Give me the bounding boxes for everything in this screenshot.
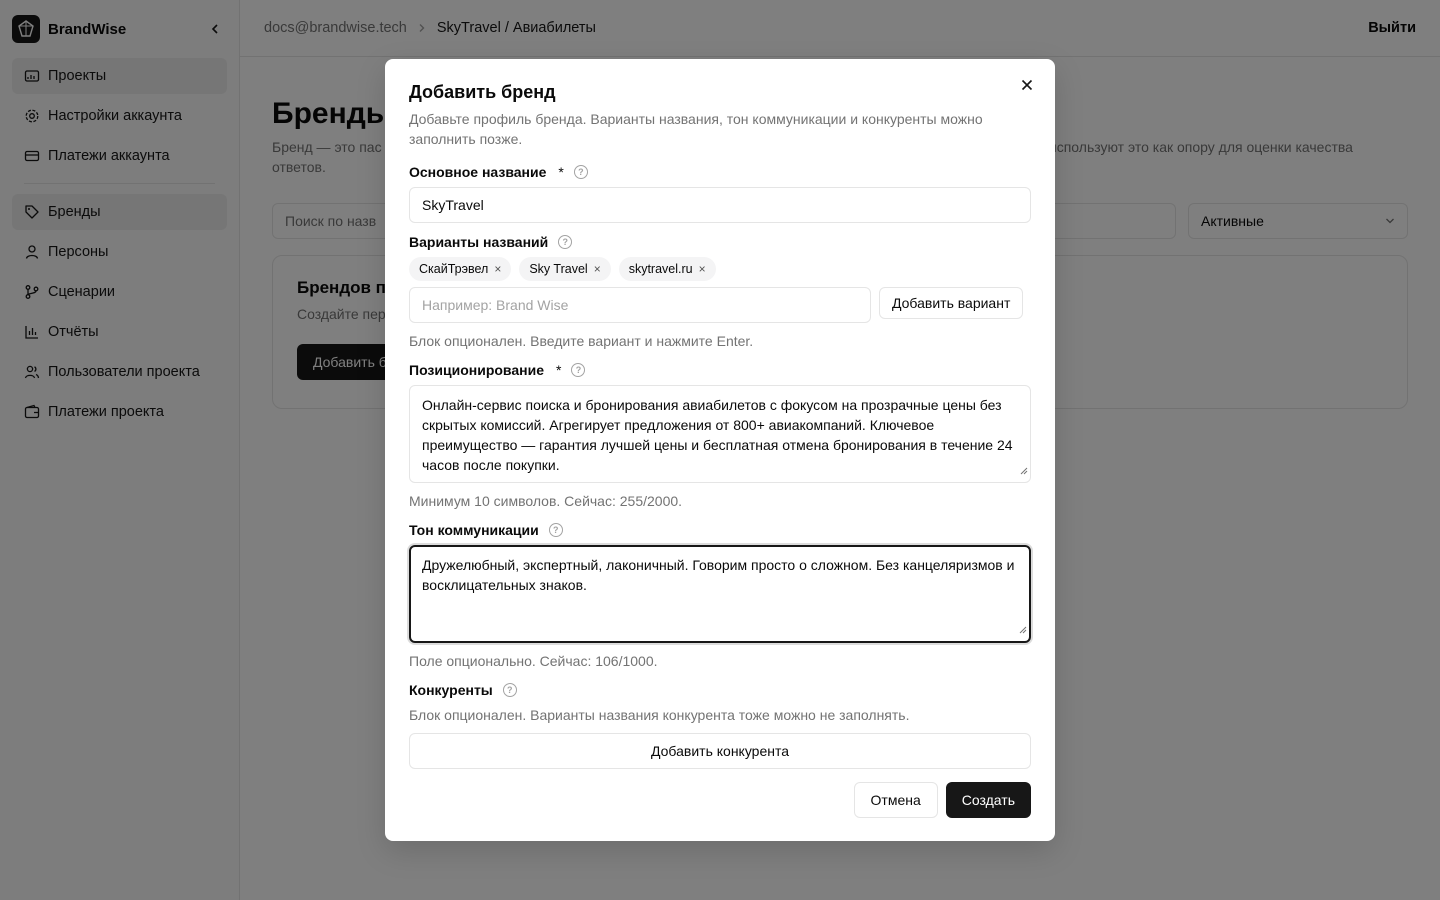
help-circle-icon[interactable]: ?: [571, 363, 585, 377]
variant-tag-label: СкайТрэвел: [419, 262, 489, 276]
variant-tag-label: skytravel.ru: [628, 262, 693, 276]
positioning-textarea[interactable]: [409, 385, 1031, 483]
close-icon[interactable]: [1017, 75, 1037, 95]
main-name-label-text: Основное название: [409, 164, 547, 180]
competitors-hint: Блок опционален. Варианты названия конкурента тоже можно не заполнять.: [409, 707, 910, 723]
create-button[interactable]: Создать: [946, 782, 1031, 818]
variant-input-placeholder: Например: Brand Wise: [422, 297, 569, 313]
required-marker: *: [558, 164, 564, 180]
help-circle-icon[interactable]: ?: [503, 683, 517, 697]
help-circle-icon[interactable]: ?: [549, 523, 563, 537]
main-name-value: SkyTravel: [422, 197, 484, 213]
variant-tag: [409, 257, 511, 281]
dialog-description: Добавьте профиль бренда. Варианты названия, тон коммуникации и конкуренты можно заполнить позже.: [409, 111, 983, 147]
tone-textarea[interactable]: [409, 545, 1031, 643]
variant-input-row: [409, 287, 1023, 323]
required-marker: *: [555, 362, 562, 378]
tone-label-text: Тон коммуникации: [409, 522, 539, 538]
add-competitor-button[interactable]: Добавить конкурента: [409, 733, 1031, 769]
positioning-label: [409, 360, 585, 380]
variant-tag: [619, 257, 716, 281]
positioning-value: Онлайн-сервис поиска и бронирования авиабилетов с фокусом на прозрачные цены без скрытых комиссий. Агрегирует предложения от 800+ авиакомпаний. Ключевое преимущество — гарантия лучшей цены и бесплатная отмена бронирования в течение 24 часов после покупки.: [422, 397, 1013, 473]
variant-tag: [519, 257, 610, 281]
variants-hint: Блок опционален. Введите вариант и нажмите Enter.: [409, 333, 754, 349]
remove-tag-icon[interactable]: ×: [698, 262, 706, 276]
main-name-label: [409, 162, 588, 182]
cancel-button[interactable]: Отмена: [854, 782, 938, 818]
competitors-label-text: Конкуренты: [409, 682, 493, 698]
add-variant-button[interactable]: Добавить вариант: [879, 287, 1023, 319]
resize-handle-icon[interactable]: [1019, 619, 1027, 639]
variant-input[interactable]: [409, 287, 871, 323]
remove-tag-icon[interactable]: ×: [494, 262, 502, 276]
tone-value: Дружелюбный, экспертный, лаконичный. Говорим просто о сложном. Без канцеляризмов и восклицательных знаков.: [422, 557, 1015, 593]
positioning-hint: Минимум 10 символов. Сейчас: 255/2000.: [409, 493, 683, 509]
help-circle-icon[interactable]: ?: [558, 235, 572, 249]
competitors-label: [409, 680, 517, 700]
dialog-title: Добавить бренд: [409, 82, 556, 102]
tone-hint: Поле опционально. Сейчас: 106/1000.: [409, 653, 658, 669]
add-brand-dialog: [385, 59, 1055, 841]
variants-label: [409, 232, 572, 252]
dialog-footer: [854, 782, 1031, 818]
variant-tag-label: Sky Travel: [529, 262, 588, 276]
remove-tag-icon[interactable]: ×: [593, 262, 601, 276]
resize-handle-icon[interactable]: [1020, 460, 1028, 480]
variants-label-text: Варианты названий: [409, 234, 549, 250]
positioning-label-text: Позиционирование: [409, 362, 544, 378]
tone-label: [409, 520, 563, 540]
help-circle-icon[interactable]: ?: [574, 165, 588, 179]
main-name-input[interactable]: [409, 187, 1031, 223]
variant-tags: [409, 257, 716, 281]
